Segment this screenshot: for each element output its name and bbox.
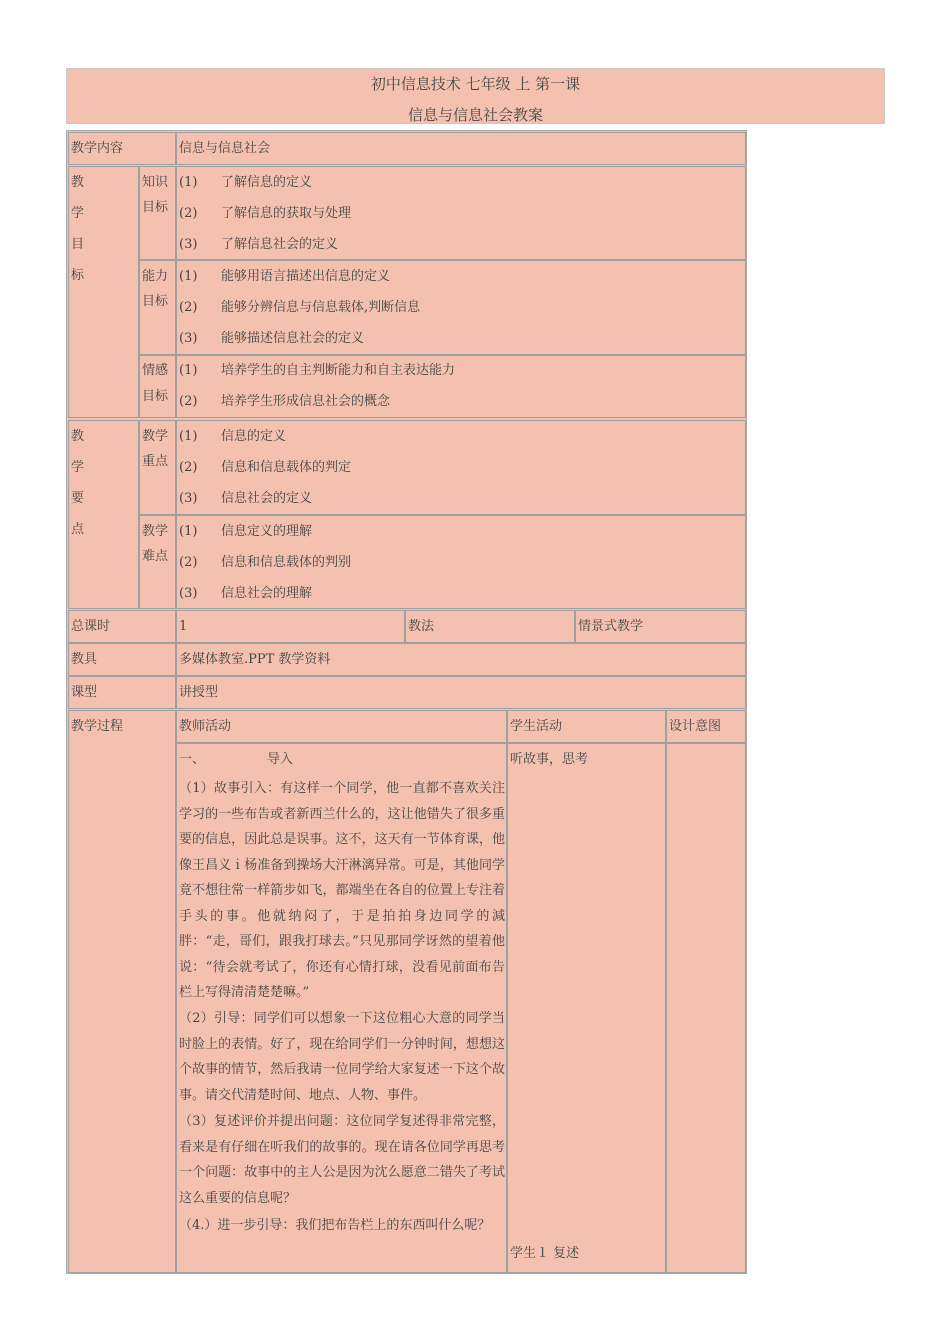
- ability-label-1: 能力: [142, 269, 169, 284]
- content-label-cell: [68, 132, 176, 165]
- hours-label-cell: [68, 610, 176, 643]
- ability-items-cell: [176, 260, 746, 355]
- type-label: 课型: [71, 685, 98, 700]
- method-value-cell: [575, 610, 746, 643]
- design-intent-cell: [666, 743, 746, 1273]
- section-heading: 一、 导入: [179, 752, 294, 767]
- type-label-cell: [68, 676, 176, 709]
- student-header: 学生活动: [510, 719, 563, 734]
- knowledge-label-2: 目标: [142, 200, 169, 215]
- lesson-plan-table: [66, 130, 747, 1274]
- keypoints-group-label: 教 学 要 点: [71, 429, 85, 537]
- teacher-header: 教师活动: [179, 719, 232, 734]
- objectives-group-cell: [68, 166, 139, 418]
- emotion-label-1: 情感: [142, 363, 169, 378]
- knowledge-label-1: 知识: [142, 175, 169, 190]
- difficulty-label-cell: [139, 515, 176, 609]
- list-item: (1) 了解信息的定义: [179, 175, 313, 190]
- list-item: (3) 能够描述信息社会的定义: [179, 331, 365, 346]
- hours-value: 1: [179, 619, 188, 634]
- student-activity-cell: [507, 743, 666, 1273]
- list-item: (2) 能够分辨信息与信息载体,判断信息: [179, 300, 421, 315]
- teacher-header-cell: [176, 710, 507, 743]
- knowledge-label-cell: [139, 166, 176, 260]
- paragraph-story: （1）故事引入：有这样一个同学，他一直都不喜欢关注学习的一些布告或者新西兰什么的，这让他错失了很多重要的信息，因此总是误事。这不，这天有一节体育课，他像王昌义ｉ杨准备到操场大汗淋漓异常。可是，其他同学竟不想往常一样箭步如飞，都端坐在各自的位置上专注着手头的事。他就纳闷了，于是拍拍身边同学的減胖：“走，哥们，跟我打球去。”只见那同学讶然的望着他说：“待会就考试了，你还有心情打球，没看见前面布告栏上写得清清楚楚嘛。”: [179, 781, 505, 1000]
- list-item: (2) 信息和信息载体的判定: [179, 460, 352, 475]
- method-label-cell: [405, 610, 575, 643]
- difficulty-label-1: 教学: [142, 524, 169, 539]
- tools-label-cell: [68, 643, 176, 676]
- list-item: (2) 培养学生形成信息社会的概念: [179, 394, 391, 409]
- list-item: (1) 能够用语言描述出信息的定义: [179, 269, 391, 284]
- doc-title: 初中信息技术 七年级 上 第一课: [370, 75, 581, 93]
- process-label: 教学过程: [71, 719, 124, 734]
- method-value: 情景式教学: [578, 619, 644, 634]
- hours-value-cell: [176, 610, 405, 643]
- focus-label-1: 教学: [142, 429, 169, 444]
- paragraph-further-guide: （4.）进一步引导：我们把布告栏上的东西叫什么呢？: [179, 1218, 491, 1233]
- list-item: (1) 培养学生的自主判断能力和自主表达能力: [179, 363, 456, 378]
- doc-subtitle: 信息与信息社会教案: [407, 106, 543, 124]
- emotion-label-cell: [139, 355, 176, 418]
- focus-label-cell: [139, 420, 176, 515]
- process-label-cell: [68, 710, 176, 1273]
- list-item: (3) 信息社会的定义: [179, 491, 313, 506]
- list-item: (3) 了解信息社会的定义: [179, 237, 339, 252]
- list-item: (1) 信息定义的理解: [179, 524, 313, 539]
- student-header-cell: [507, 710, 666, 743]
- content-value: 信息与信息社会: [179, 141, 271, 156]
- hours-label: 总课时: [71, 619, 111, 634]
- list-item: (1) 信息的定义: [179, 429, 287, 444]
- focus-items-cell: [176, 420, 746, 515]
- ability-label-cell: [139, 260, 176, 355]
- keypoints-group-cell: [68, 420, 139, 609]
- method-label: 教法: [408, 619, 435, 634]
- list-item: (2) 信息和信息载体的判别: [179, 555, 352, 570]
- content-label: 教学内容: [71, 141, 124, 156]
- difficulty-items-cell: [176, 515, 746, 609]
- student-activity-2: 学生１ 复述: [510, 1246, 580, 1261]
- focus-label-2: 重点: [142, 454, 169, 469]
- tools-label: 教具: [71, 652, 98, 667]
- design-header-cell: [666, 710, 746, 743]
- tools-value-cell: [176, 643, 746, 676]
- type-value-cell: [176, 676, 746, 709]
- difficulty-label-2: 难点: [142, 549, 169, 564]
- list-item: (3) 信息社会的理解: [179, 586, 313, 601]
- objectives-group-label: 教 学 目 标: [71, 175, 85, 283]
- design-header: 设计意图: [669, 719, 722, 734]
- tools-value: 多媒体教室.PPT 教学资料: [179, 652, 331, 667]
- title-box: [66, 68, 885, 124]
- knowledge-items-cell: [176, 166, 746, 260]
- paragraph-guide: （2）引导：同学们可以想象一下这位粗心大意的同学当时脸上的表情。好了，现在给同学们一分钟时间，想想这个故事的情节，然后我请一位同学给大家复述一下这个故事。请交代清楚时间、地点、人物、事件。: [179, 1011, 505, 1103]
- emotion-label-2: 目标: [142, 389, 169, 404]
- type-value: 讲授型: [179, 685, 219, 700]
- teacher-activity-cell: [176, 743, 507, 1273]
- ability-label-2: 目标: [142, 294, 169, 309]
- content-value-cell: [176, 132, 746, 165]
- emotion-items-cell: [176, 355, 746, 418]
- list-item: (2) 了解信息的获取与处理: [179, 206, 352, 221]
- student-activity-1: 听故事，思考: [510, 752, 589, 767]
- paragraph-retell: （3）复述评价并提出问题：这位同学复述得非常完整，看来是有仔细在听我们的故事的。现在请各位同学再思考一个问题：故事中的主人公是因为沈么愿意二错失了考试这么重要的信息呢？: [179, 1114, 505, 1206]
